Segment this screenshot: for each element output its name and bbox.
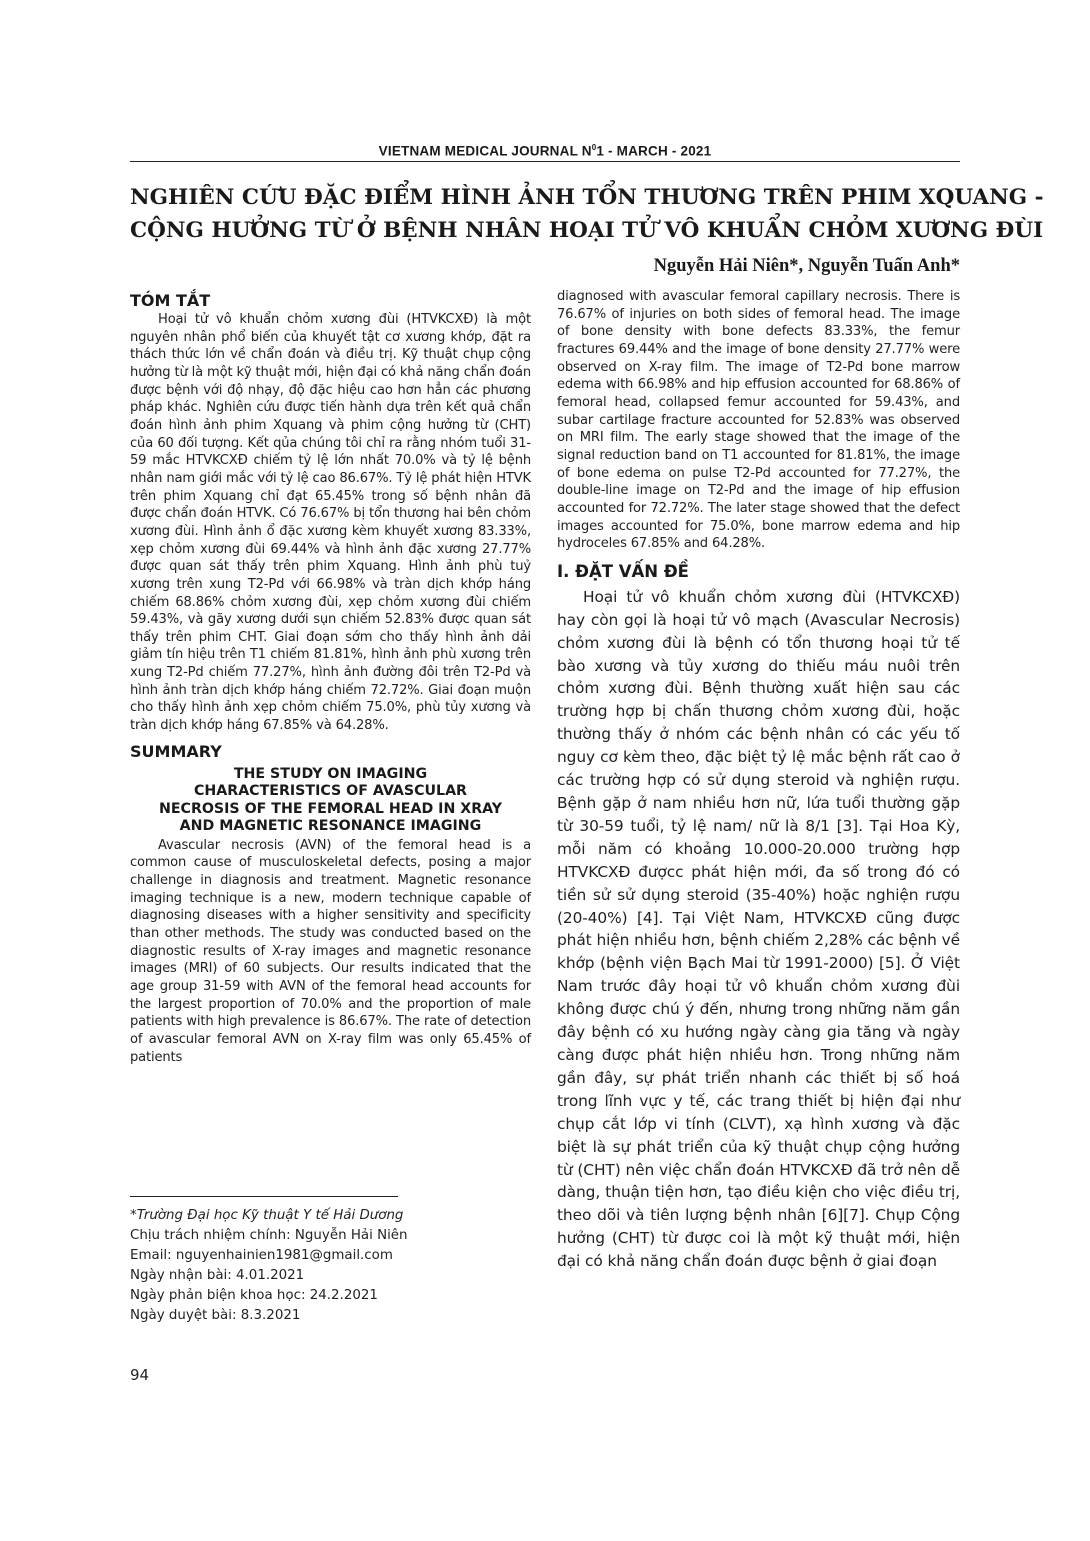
running-header: [130, 143, 960, 159]
footnote-email: Email: nguyenhainien1981@gmail.com: [130, 1248, 393, 1263]
section-1-heading: I. ĐẶT VẤN ĐỀ: [557, 561, 689, 581]
footnote-affiliation: *Trường Đại học Kỹ thuật Y tế Hải Dương: [130, 1208, 404, 1223]
footnote-review-date: Ngày phản biện khoa học: 24.2.2021: [130, 1288, 378, 1303]
footnote-approval-date: Ngày duyệt bài: 8.3.2021: [130, 1308, 301, 1323]
journal-issue: 1 - MARCH - 2021: [596, 143, 712, 159]
summary-title-line: THE STUDY ON IMAGING: [233, 765, 428, 782]
summary-title-line: NECROSIS OF THE FEMORAL HEAD IN XRAY: [158, 800, 503, 817]
right-column: [557, 288, 960, 1273]
summary-heading: SUMMARY: [130, 741, 222, 761]
summary-text-part-1: Avascular necrosis (AVN) of the femoral head is a common cause of musculoskeletal defects, posing a major challenge in diagnosis and treatment. Magnetic resonance imaging technique is a new, modern technique capable of diagnosing diseases with a higher sensitivity and specificity than other methods. The study was conducted based on the diagnostic results of X-ray images and magnetic resonance images (MRI) of 60 subjects. Our results indicated that the age group 31-59 with AVN of the femoral head accounts for the largest proportion of 70.0% and the proportion of male patients with high prevalence is 86.67%. The rate of detection of avascular femoral AVN on X-ray film was only 65.45% of patients: [130, 837, 531, 1065]
header-divider: [130, 161, 960, 162]
footnote-responsible-author: Chịu trách nhiệm chính: Nguyễn Hải Niên: [130, 1228, 408, 1243]
page-number: 94: [130, 1366, 150, 1384]
article-title: [130, 181, 1044, 247]
footnotes: [130, 1206, 531, 1326]
summary-title-line: CHARACTERISTICS OF AVASCULAR: [194, 783, 467, 800]
summary-title-line: AND MAGNETIC RESONANCE IMAGING: [179, 818, 482, 835]
section-1-text: Hoại tử vô khuẩn chỏm xương đùi (HTVKCXĐ) hay còn gọi là hoại tử vô mạch (Avascular Necrosis) chỏm xương đùi là bệnh có tổn thương hoại tử tế bào xương và tủy xương do thiếu máu nuôi trên chỏm xương đùi. Bệnh thường xuất hiện sau các trường hợp bị chấn thương chỏm xương đùi, hoặc thường thấy ở nhóm các bệnh nhân có các yếu tố nguy cơ kèm theo, đặc biệt tỷ lệ mắc bệnh rất cao ở các trường hợp có sử dụng steroid và nghiện rượu. Bệnh gặp ở nam nhiều hơn nữ, lứa tuổi thường gặp từ 30-59 tuổi, tỷ lệ nam/ nữ là 8/1 [3]. Tại Hoa Kỳ, mỗi năm có khoảng 10.000-20.000 trường hợp HTVKCXĐ đượcc phát hiện mới, đa số trong đó có tiền sử sử dụng steroid (35-40%) hoặc nghiện rượu (20-40%) [4]. Tại Việt Nam, HTVKCXĐ cũng được phát hiện nhiều hơn, bệnh chiếm 2,28% các bệnh về khớp (bệnh viện Bạch Mai từ 1991-2000) [5]. Ở Việt Nam trước đây hoại tử vô khuẩn chỏm xương đùi không được chú ý đến, nhưng trong những năm gần đây bệnh có xu hướng ngày càng gia tăng và ngày càng được phát hiện nhiều hơn. Trong những năm gần đây, sự phát triển nhanh các thiết bị số hoá trong lĩnh vực y tế, các trang thiết bị hiện đại như chụp cắt lớp vi tính (CLVT), xạ hình xương và đặc biệt là sự phát triển của kỹ thuật chụp cộng hưởng từ (CHT) nên việc chẩn đoán HTVKCXĐ đã trở nên dễ dàng, thuận tiện hơn, tạo điều kiện cho việc điều trị, theo dõi và tiên lượng bệnh nhân [6][7]. Chụp Cộng hưởng (CHT) từ được coi là một kỹ thuật mới, hiện đại có khả năng chẩn đoán được bệnh ở giai đoạn: [557, 587, 960, 1271]
summary-english-title: [130, 766, 531, 836]
abstract-vn-text: Hoại tử vô khuẩn chỏm xương đùi (HTVKCXĐ) là một nguyên nhân phổ biến của khuyết tật cơ xương khớp, đặt ra thách thức lớn về chẩn đoán và điều trị. Kỹ thuật chụp cộng hưởng từ là một kỹ thuật mới, hiện đại có khả năng chẩn đoán được bệnh với độ nhạy, độ đặc hiệu cao hơn hẳn các phương pháp khác. Nghiên cứu được tiến hành dựa trên kết quả chẩn đoán hình ảnh phim Xquang và phim cộng hưởng từ (CHT) của 60 đối tượng. Kết qủa chúng tôi chỉ ra rằng nhóm tuổi 31-59 mắc HTVKCXĐ chiếm tỷ lệ lớn nhất 70.0% và tỷ lệ bệnh nhân nam giới mắc với tỷ lệ cao 86.67%. Tỷ lệ phát hiện HTVK trên phim Xquang chỉ đạt 65.45% trong số bệnh nhân đã được chẩn đoán HTVK. Có 76.67% bị tổn thương hai bên chỏm xương đùi. Hình ảnh ổ đặc xương kèm khuyết xương 83.33%, xẹp chỏm xương đùi 69.44% và hình ảnh đặc xương 27.77% được quan sát thấy trên phim Xquang. Hình ảnh phù tuỷ xương trên xung T2-Pd với 66.98% và tràn dịch khớp háng chiếm 68.86% chỏm xương đùi, xẹp chỏm xương đùi chiếm 59.43%, và gãy xương dưới sụn chiếm 52.83% được quan sát thấy trên phim CHT. Giai đoạn sớm cho thấy hình ảnh dải giảm tín hiệu trên T1 chiếm 81.81%, hình ảnh phù xương trên xung T2-Pd chiếm 77.27%, hình ảnh đường đôi trên T2-Pd và hình ảnh tràn dịch khớp háng chiếm 72.72%. Giai đoạn muộn cho thấy hình ảnh xẹp chỏm chiếm 75.0%, phù tủy xương và tràn dịch khớp háng 67.85% và 64.28%.: [130, 312, 531, 734]
journal-number-superscript: 0: [591, 143, 597, 152]
abstract-vn-heading: TÓM TẮT: [130, 291, 211, 310]
summary-text-part-2: diagnosed with avascular femoral capillary necrosis. There is 76.67% of injuries on both sides of femoral head. The image of bone density with bone defects 83.33%, the femur fractures 69.44% and the image of bone density 27.77% were observed on X-ray film. The image of T2-Pd bone marrow edema with 66.98% and hip effusion accounted for 68.86% of femoral head, collapsed femur accounted for 59.43%, and subar cartilage fracture accounted for 52.83% was observed on MRI film. The early stage showed that the image of the signal reduction band on T1 accounted for 81.81%, the image of bone edema on pulse T2-Pd accounted for 77.27%, the double-line image on T2-Pd and the image of hip effusion accounted for 72.72%. The later stage showed that the defect images accounted for 75.0%, bone marrow edema and hip hydroceles 67.85% and 64.28%.: [557, 289, 960, 552]
footnote-divider: [130, 1196, 398, 1197]
footnote-received-date: Ngày nhận bài: 4.01.2021: [130, 1268, 305, 1283]
article-authors: Nguyễn Hải Niên*, Nguyễn Tuấn Anh*: [653, 256, 960, 276]
journal-name: VIETNAM MEDICAL JOURNAL N: [378, 143, 592, 159]
article-title-line-2: CỘNG HƯỞNG TỪ Ở BỆNH NHÂN HOẠI TỬ VÔ KHUẨN CHỎM XƯƠNG ĐÙI: [130, 218, 1044, 243]
left-column: [130, 290, 531, 1066]
article-title-line-1: NGHIÊN CỨU ĐẶC ĐIỂM HÌNH ẢNH TỔN THƯƠNG TRÊN PHIM XQUANG -: [130, 185, 1044, 210]
